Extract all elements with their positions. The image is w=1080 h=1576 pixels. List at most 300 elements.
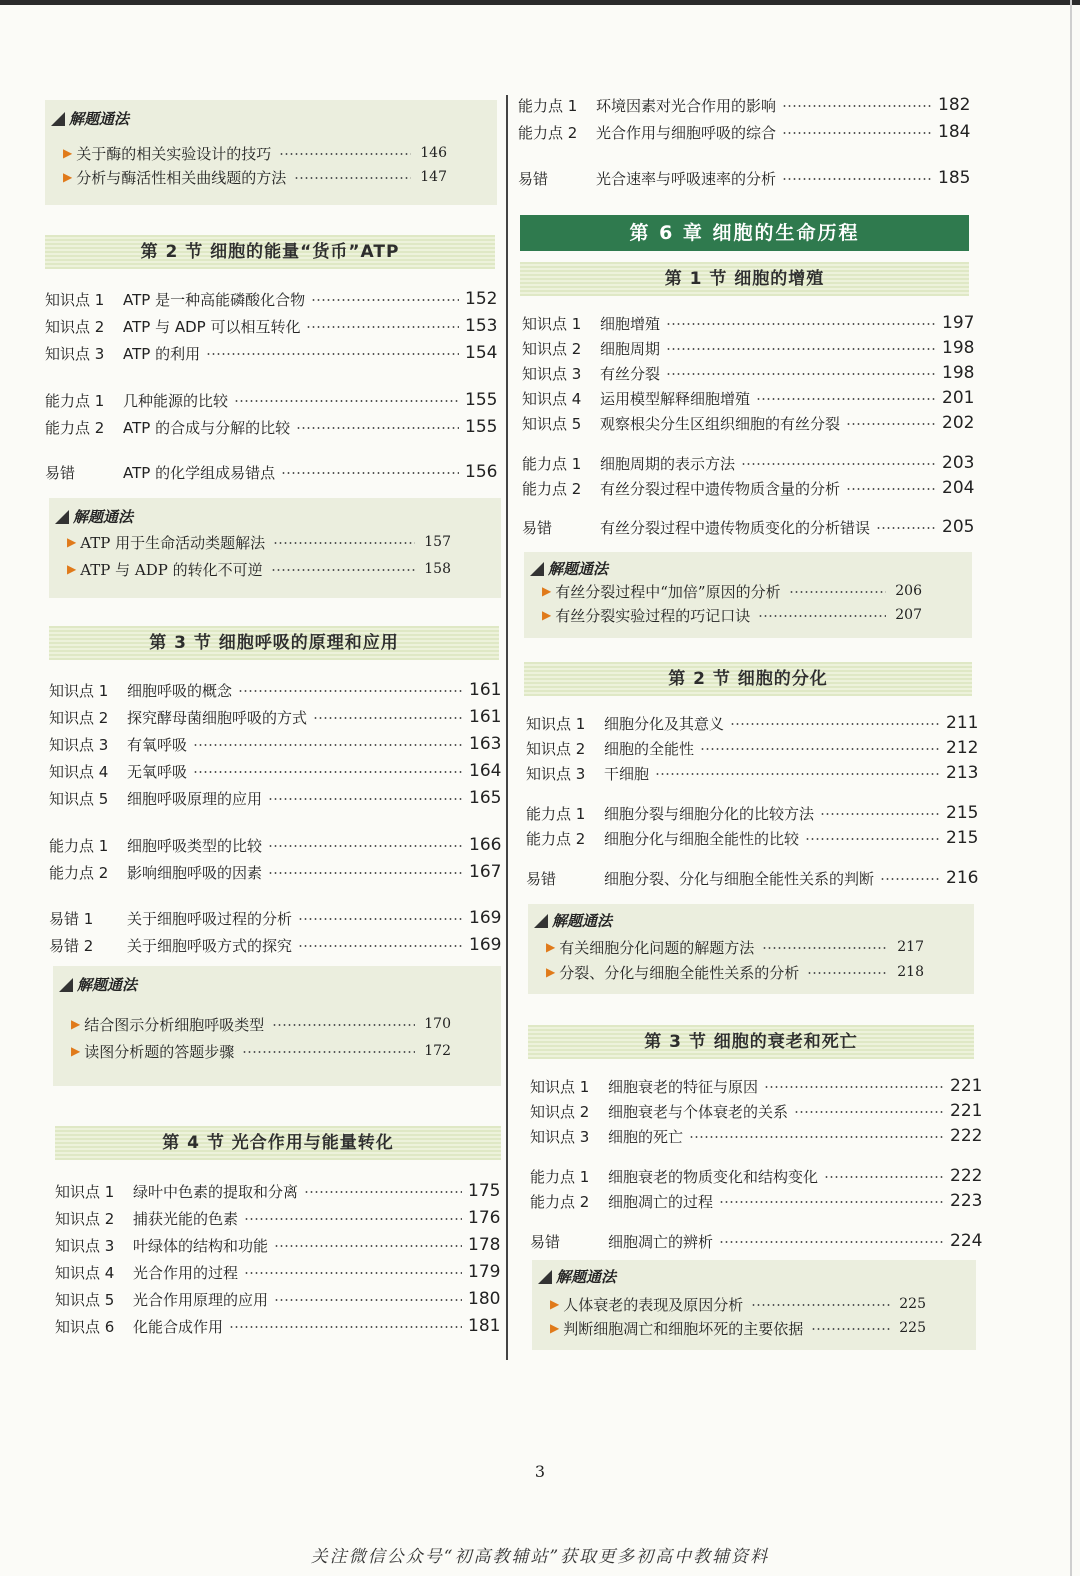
section-title: 第 2 节 细胞的能量“货币”ATP [45, 235, 495, 269]
leader-dots [824, 1176, 944, 1178]
entry-title: ATP 的化学组成易错点 [123, 463, 276, 482]
method-item[interactable] [550, 1293, 926, 1315]
entry-label: 能力点 1 [522, 454, 582, 473]
toc-entry[interactable] [522, 337, 974, 359]
arrow-icon: ▶ [546, 965, 556, 979]
entry-title: 细胞衰老的特征与原因 [608, 1077, 759, 1096]
section-title: 第 3 节 细胞的衰老和死亡 [528, 1025, 974, 1059]
entry-title: ATP 的合成与分解的比较 [123, 418, 291, 437]
page-number: 176 [468, 1208, 501, 1228]
method-item[interactable] [63, 142, 447, 164]
entry-title: 观察根尖分生区组织细胞的有丝分裂 [600, 414, 841, 433]
leader-dots [313, 717, 463, 719]
page-number: 166 [469, 835, 502, 855]
toc-entry[interactable] [526, 712, 978, 734]
leader-dots [298, 918, 463, 920]
entry-title: 细胞周期 [600, 339, 661, 358]
toc-entry[interactable] [526, 802, 978, 824]
entry-label: 知识点 5 [55, 1290, 115, 1309]
entry-title: 细胞增殖 [600, 314, 661, 333]
entry-label: 知识点 4 [522, 389, 582, 408]
page-number: 161 [469, 680, 502, 700]
entry-label: 易错 1 [49, 909, 94, 928]
method-title: 解题通法 [548, 560, 609, 578]
method-item[interactable] [71, 1040, 451, 1062]
toc-entry[interactable] [49, 733, 501, 755]
entry-label: 知识点 2 [530, 1102, 590, 1121]
entry-title: 光合作用的过程 [133, 1263, 239, 1282]
entry-title: ATP 的利用 [123, 344, 201, 363]
entry-title: ATP 是一种高能磷酸化合物 [123, 290, 306, 309]
leader-dots [296, 427, 459, 429]
entry-label: 能力点 1 [45, 391, 105, 410]
method-item-text: 关于酶的相关实验设计的技巧 [76, 144, 272, 163]
toc-entry[interactable] [522, 477, 974, 499]
toc-entry[interactable] [518, 94, 970, 116]
toc-entry[interactable] [55, 1234, 500, 1256]
entry-label: 知识点 2 [49, 708, 109, 727]
page-number: 225 [899, 1296, 926, 1312]
page-number: 155 [465, 390, 498, 410]
leader-dots [846, 488, 936, 490]
leader-dots [689, 1136, 944, 1138]
method-header [55, 506, 133, 527]
page-number: 163 [469, 734, 502, 754]
entry-title: 有丝分裂过程中遗传物质含量的分析 [600, 479, 841, 498]
leader-dots [306, 326, 459, 328]
leader-dots [268, 845, 463, 847]
entry-title: 细胞呼吸原理的应用 [127, 789, 263, 808]
toc-entry[interactable] [526, 737, 978, 759]
toc-entry[interactable] [526, 827, 978, 849]
method-item[interactable] [67, 558, 451, 580]
leader-dots [268, 872, 463, 874]
page-number-footer: 3 [534, 1462, 546, 1481]
entry-title: 细胞凋亡的辨析 [608, 1232, 714, 1251]
page-number: 213 [946, 763, 979, 783]
leader-dots [268, 798, 463, 800]
section-title: 第 4 节 光合作用与能量转化 [55, 1126, 501, 1160]
leader-dots [794, 1111, 944, 1113]
page-number: 181 [468, 1316, 501, 1336]
method-box [528, 904, 974, 994]
arrow-icon: ▶ [67, 535, 77, 549]
page-number: 198 [942, 338, 975, 358]
section-title: 第 1 节 细胞的增殖 [520, 262, 969, 296]
right-page-edge [1070, 0, 1072, 1576]
toc-entry[interactable] [530, 1125, 982, 1147]
toc-entry[interactable] [55, 1261, 500, 1283]
page-number: 157 [424, 534, 451, 550]
section-title: 第 3 节 细胞呼吸的原理和应用 [49, 626, 499, 660]
toc-entry[interactable] [526, 867, 978, 889]
entry-title: 有氧呼吸 [127, 735, 188, 754]
toc-entry[interactable] [522, 387, 974, 409]
entry-label: 知识点 3 [49, 735, 109, 754]
entry-title: 光合作用原理的应用 [133, 1290, 269, 1309]
method-box [524, 552, 972, 638]
triangle-icon [538, 1270, 552, 1284]
entry-label: 能力点 1 [49, 836, 109, 855]
leader-dots [758, 615, 886, 617]
toc-entry[interactable] [49, 934, 501, 956]
leader-dots [820, 813, 940, 815]
method-item-text: 有关细胞分化问题的解题方法 [559, 938, 755, 957]
leader-dots [234, 400, 459, 402]
page-number: 184 [938, 122, 971, 142]
entry-label: 知识点 3 [55, 1236, 115, 1255]
method-title: 解题通法 [73, 508, 134, 526]
method-item-text: 分析与酶活性相关曲线题的方法 [76, 168, 287, 187]
toc-entry[interactable] [522, 312, 974, 334]
leader-dots [193, 744, 463, 746]
method-box [45, 100, 497, 205]
entry-label: 知识点 1 [526, 714, 586, 733]
entry-title: 干细胞 [604, 764, 650, 783]
page-number: 146 [420, 145, 447, 161]
entry-label: 能力点 2 [530, 1192, 590, 1211]
toc-entry[interactable] [45, 416, 497, 438]
leader-dots [279, 153, 411, 155]
page-number: 223 [950, 1191, 983, 1211]
leader-dots [272, 1024, 415, 1026]
entry-label: 知识点 3 [522, 364, 582, 383]
toc-entry[interactable] [49, 787, 501, 809]
page-number: 158 [424, 561, 451, 577]
entry-label: 知识点 3 [45, 344, 105, 363]
leader-dots [242, 1051, 415, 1053]
page-number: 153 [465, 316, 498, 336]
page-number: 222 [950, 1126, 983, 1146]
page-number: 198 [942, 363, 975, 383]
entry-title: ATP 与 ADP 可以相互转化 [123, 317, 301, 336]
triangle-icon [59, 978, 73, 992]
toc-entry[interactable] [530, 1190, 982, 1212]
method-item-text: 分裂、分化与细胞全能性关系的分析 [559, 963, 800, 982]
entry-title: 绿叶中色素的提取和分离 [133, 1182, 299, 1201]
page-number: 172 [424, 1043, 451, 1059]
page-number: 222 [950, 1166, 983, 1186]
entry-label: 知识点 5 [49, 789, 109, 808]
leader-dots [281, 472, 459, 474]
toc-entry[interactable] [49, 706, 501, 728]
entry-label: 知识点 1 [530, 1077, 590, 1096]
page-number: 185 [938, 168, 971, 188]
entry-label: 知识点 6 [55, 1317, 115, 1336]
column-divider [506, 95, 508, 1360]
method-title: 解题通法 [77, 976, 138, 994]
page-number: 156 [465, 462, 498, 482]
leader-dots [846, 423, 936, 425]
arrow-icon: ▶ [550, 1321, 560, 1335]
leader-dots [756, 398, 936, 400]
entry-title: 光合作用与细胞呼吸的综合 [596, 123, 777, 142]
page-number: 165 [469, 788, 502, 808]
page-number: 152 [465, 289, 498, 309]
entry-label: 知识点 2 [526, 739, 586, 758]
toc-entry[interactable] [522, 516, 974, 538]
method-item[interactable] [542, 604, 922, 626]
page-number: 205 [942, 517, 975, 537]
page-number: 147 [420, 169, 447, 185]
page-number: 161 [469, 707, 502, 727]
arrow-icon: ▶ [71, 1017, 81, 1031]
entry-title: 环境因素对光合作用的影响 [596, 96, 777, 115]
page-number: 169 [469, 908, 502, 928]
method-item[interactable] [546, 961, 924, 983]
entry-label: 知识点 1 [522, 314, 582, 333]
toc-entry[interactable] [49, 760, 501, 782]
method-item-text: 判断细胞凋亡和细胞坏死的主要依据 [563, 1319, 804, 1338]
leader-dots [655, 773, 940, 775]
entry-title: 有丝分裂过程中遗传物质变化的分析错误 [600, 518, 871, 537]
page-number: 197 [942, 313, 975, 333]
arrow-icon: ▶ [546, 940, 556, 954]
leader-dots [805, 838, 940, 840]
page-number: 216 [946, 868, 979, 888]
entry-label: 知识点 4 [55, 1263, 115, 1282]
toc-entry[interactable] [45, 461, 497, 483]
toc-entry[interactable] [518, 167, 970, 189]
toc-entry[interactable] [522, 412, 974, 434]
toc-entry[interactable] [55, 1207, 500, 1229]
leader-dots [782, 132, 932, 134]
entry-label: 知识点 2 [45, 317, 105, 336]
leader-dots [274, 1245, 462, 1247]
leader-dots [274, 1299, 462, 1301]
method-item[interactable] [67, 531, 451, 553]
method-item[interactable] [550, 1317, 926, 1339]
page-number: 175 [468, 1181, 501, 1201]
method-header [538, 1266, 616, 1287]
leader-dots [193, 771, 463, 773]
entry-label: 能力点 1 [518, 96, 578, 115]
page-number: 180 [468, 1289, 501, 1309]
method-item-text: ATP 用于生命活动类题解法 [80, 533, 266, 552]
arrow-icon: ▶ [63, 170, 73, 184]
entry-title: 细胞分裂与细胞分化的比较方法 [604, 804, 815, 823]
method-item-text: ATP 与 ADP 的转化不可逆 [80, 560, 263, 579]
entry-label: 能力点 1 [530, 1167, 590, 1186]
toc-entry[interactable] [49, 679, 501, 701]
entry-title: 细胞凋亡的过程 [608, 1192, 714, 1211]
arrow-icon: ▶ [67, 562, 77, 576]
leader-dots [789, 591, 886, 593]
leader-dots [700, 748, 940, 750]
entry-label: 易错 [526, 869, 557, 888]
entry-label: 能力点 2 [522, 479, 582, 498]
entry-title: 细胞的全能性 [604, 739, 695, 758]
leader-dots [304, 1191, 462, 1193]
toc-entry[interactable] [55, 1315, 500, 1337]
method-box [49, 498, 501, 598]
leader-dots [666, 348, 936, 350]
toc-entry[interactable] [530, 1165, 982, 1187]
page-number: 202 [942, 413, 975, 433]
triangle-icon [51, 112, 65, 126]
method-header [51, 108, 129, 129]
entry-label: 知识点 1 [55, 1182, 115, 1201]
leader-dots [238, 690, 463, 692]
method-title: 解题通法 [552, 912, 613, 930]
toc-entry[interactable] [530, 1075, 982, 1097]
triangle-icon [530, 562, 544, 576]
toc-entry[interactable] [530, 1100, 982, 1122]
method-box [53, 966, 501, 1086]
page-number: 207 [895, 607, 922, 623]
page-number: 215 [946, 828, 979, 848]
entry-label: 能力点 1 [526, 804, 586, 823]
toc-entry[interactable] [55, 1180, 500, 1202]
arrow-icon: ▶ [542, 608, 552, 622]
entry-title: 叶绿体的结构和功能 [133, 1236, 269, 1255]
toc-entry[interactable] [45, 342, 497, 364]
method-item[interactable] [542, 580, 922, 602]
method-item[interactable] [63, 166, 447, 188]
page-number: 170 [424, 1016, 451, 1032]
leader-dots [762, 947, 888, 949]
entry-title: 有丝分裂 [600, 364, 661, 383]
chapter-title: 第 6 章 细胞的生命历程 [520, 215, 969, 251]
triangle-icon [534, 914, 548, 928]
arrow-icon: ▶ [550, 1297, 560, 1311]
leader-dots [782, 105, 932, 107]
entry-label: 知识点 2 [55, 1209, 115, 1228]
entry-title: 化能合成作用 [133, 1317, 224, 1336]
page-number: 179 [468, 1262, 501, 1282]
toc-entry[interactable] [522, 452, 974, 474]
entry-label: 易错 [45, 463, 76, 482]
entry-title: 细胞衰老与个体衰老的关系 [608, 1102, 789, 1121]
toc-entry[interactable] [55, 1288, 500, 1310]
entry-label: 易错 2 [49, 936, 94, 955]
toc-entry[interactable] [518, 121, 970, 143]
leader-dots [807, 972, 888, 974]
leader-dots [311, 299, 459, 301]
arrow-icon: ▶ [542, 584, 552, 598]
toc-entry[interactable] [49, 861, 501, 883]
top-border [0, 0, 1080, 5]
entry-label: 知识点 2 [522, 339, 582, 358]
leader-dots [273, 542, 415, 544]
method-header [59, 974, 137, 995]
page-number: 167 [469, 862, 502, 882]
page-number: 169 [469, 935, 502, 955]
triangle-icon [55, 510, 69, 524]
page-number: 182 [938, 95, 971, 115]
page-number: 155 [465, 417, 498, 437]
entry-title: 细胞分裂、分化与细胞全能性关系的判断 [604, 869, 875, 888]
entry-label: 知识点 3 [530, 1127, 590, 1146]
entry-title: 无氧呼吸 [127, 762, 188, 781]
method-title: 解题通法 [556, 1268, 617, 1286]
footer-watermark-text: 关注微信公众号“初高教辅站”获取更多初高中教辅资料 [310, 1547, 770, 1567]
page-number: 201 [942, 388, 975, 408]
method-item-text: 有丝分裂实验过程的巧记口诀 [555, 606, 751, 625]
method-header [534, 910, 612, 931]
page-number: 217 [897, 939, 924, 955]
toc-entry[interactable] [49, 834, 501, 856]
entry-title: 捕获光能的色素 [133, 1209, 239, 1228]
method-header [530, 558, 608, 579]
entry-title: 光合速率与呼吸速率的分析 [596, 169, 777, 188]
entry-title: 细胞周期的表示方法 [600, 454, 736, 473]
toc-entry[interactable] [45, 389, 497, 411]
entry-label: 易错 [522, 518, 553, 537]
page-number: 215 [946, 803, 979, 823]
page-number: 212 [946, 738, 979, 758]
page-number: 164 [469, 761, 502, 781]
method-item-text: 读图分析题的答题步骤 [84, 1042, 235, 1061]
toc-entry[interactable] [45, 288, 497, 310]
leader-dots [298, 945, 463, 947]
leader-dots [730, 723, 940, 725]
method-item-text: 人体衰老的表现及原因分析 [563, 1295, 744, 1314]
toc-entry[interactable] [49, 907, 501, 929]
entry-title: 细胞呼吸的概念 [127, 681, 233, 700]
leader-dots [782, 178, 932, 180]
leader-dots [811, 1328, 890, 1330]
entry-title: 细胞分化及其意义 [604, 714, 725, 733]
toc-entry[interactable] [45, 315, 497, 337]
entry-label: 易错 [530, 1232, 561, 1251]
page-number: 225 [899, 1320, 926, 1336]
leader-dots [741, 463, 936, 465]
entry-title: 关于细胞呼吸方式的探究 [127, 936, 293, 955]
leader-dots [719, 1241, 944, 1243]
leader-dots [244, 1218, 462, 1220]
entry-label: 能力点 2 [49, 863, 109, 882]
entry-label: 知识点 1 [49, 681, 109, 700]
entry-title: 细胞分化与细胞全能性的比较 [604, 829, 800, 848]
method-item-text: 结合图示分析细胞呼吸类型 [84, 1015, 265, 1034]
method-item-text: 有丝分裂过程中“加倍”原因的分析 [555, 582, 781, 601]
page-number: 224 [950, 1231, 983, 1251]
toc-entry[interactable] [526, 762, 978, 784]
method-item[interactable] [71, 1013, 451, 1035]
entry-title: 影响细胞呼吸的因素 [127, 863, 263, 882]
entry-label: 能力点 2 [526, 829, 586, 848]
method-title: 解题通法 [69, 110, 130, 128]
entry-label: 易错 [518, 169, 549, 188]
method-item[interactable] [546, 936, 924, 958]
method-box [532, 1260, 976, 1350]
page-number: 221 [950, 1076, 983, 1096]
arrow-icon: ▶ [71, 1044, 81, 1058]
entry-label: 能力点 2 [518, 123, 578, 142]
leader-dots [666, 323, 936, 325]
page-number: 211 [946, 713, 979, 733]
leader-dots [719, 1201, 944, 1203]
page-number: 221 [950, 1101, 983, 1121]
entry-label: 能力点 2 [45, 418, 105, 437]
leader-dots [206, 353, 459, 355]
leader-dots [666, 373, 936, 375]
entry-title: 细胞的死亡 [608, 1127, 684, 1146]
entry-label: 知识点 3 [526, 764, 586, 783]
leader-dots [229, 1326, 462, 1328]
toc-entry[interactable] [530, 1230, 982, 1252]
page-number: 178 [468, 1235, 501, 1255]
entry-title: 运用模型解释细胞增殖 [600, 389, 751, 408]
entry-label: 知识点 4 [49, 762, 109, 781]
section-title: 第 2 节 细胞的分化 [524, 662, 972, 696]
entry-title: 探究酵母菌细胞呼吸的方式 [127, 708, 308, 727]
toc-entry[interactable] [522, 362, 974, 384]
page-number: 203 [942, 453, 975, 473]
leader-dots [294, 177, 411, 179]
leader-dots [880, 878, 940, 880]
